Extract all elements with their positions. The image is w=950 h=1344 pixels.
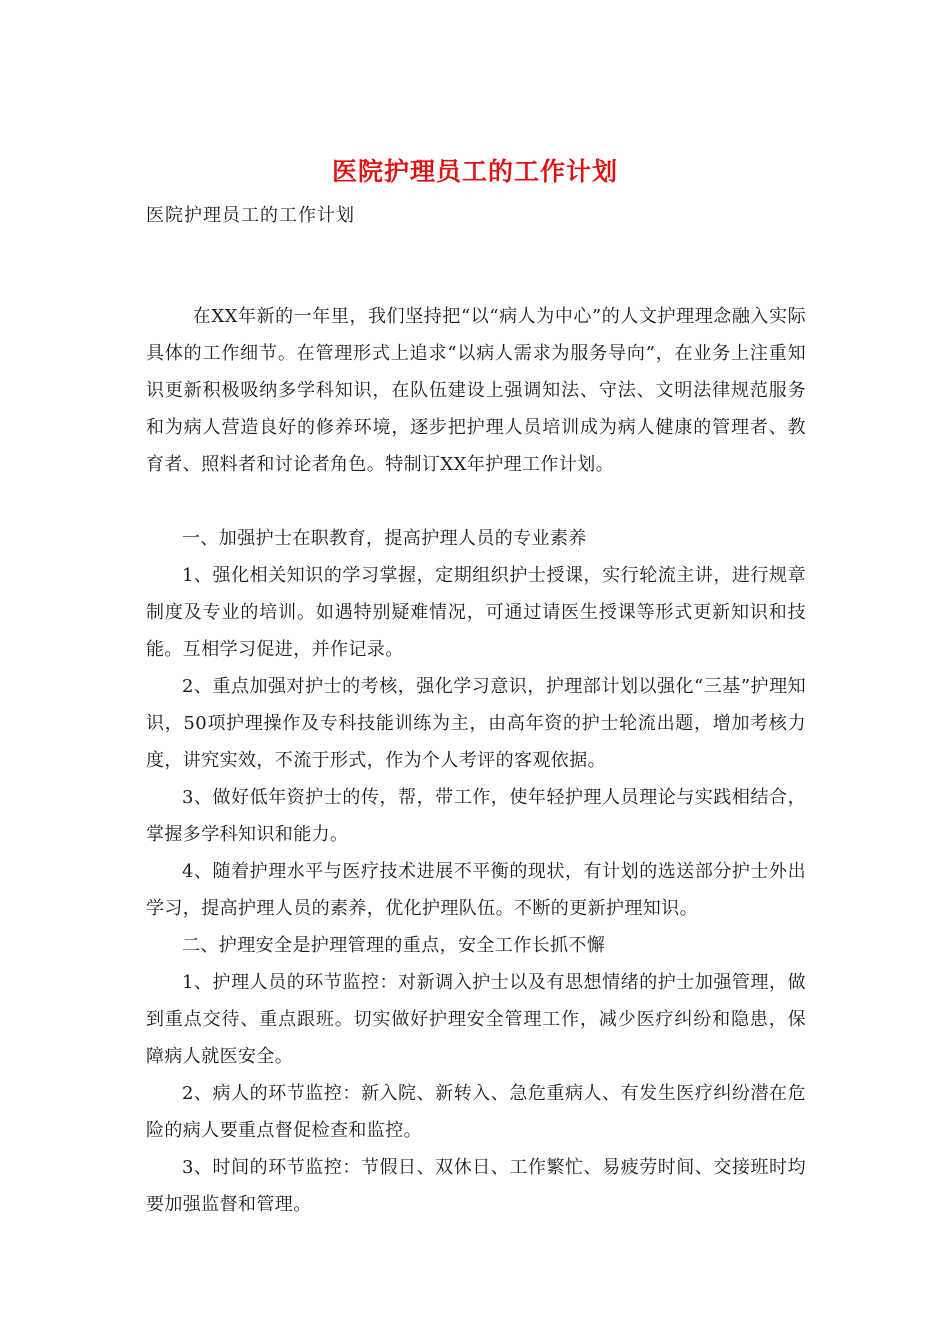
section-item: 3、做好低年资护士的传，帮，带工作，使年轻护理人员理论与实践相结合，掌握多学科知识和能力。 bbox=[146, 787, 806, 845]
section-item: 2、病人的环节监控：新入院、新转入、急危重病人、有发生医疗纠纷潜在危险的病人要重点督促检查和监控。 bbox=[146, 1083, 806, 1141]
section-item: 1、护理人员的环节监控：对新调入护士以及有思想情绪的护士加强管理，做到重点交待、重点跟班。切实做好护理安全管理工作，减少医疗纠纷和隐患，保障病人就医安全。 bbox=[146, 972, 806, 1067]
page-subtitle: 医院护理员工的工作计划 bbox=[146, 205, 355, 226]
document-body bbox=[146, 298, 806, 1223]
section-item: 3、时间的环节监控：节假日、双休日、工作繁忙、易疲劳时间、交接班时均要加强监督和管理。 bbox=[146, 1157, 806, 1215]
intro-paragraph: 在XX年新的一年里，我们坚持把“以“病人为中心”的人文护理理念融入实际具体的工作细节。在管理形式上追求“以病人需求为服务导向”，在业务上注重知识更新积极吸纳多学科知识，在队伍建设上强调知法、守法、文明法律规范服务和为病人营造良好的修养环境，逐步把护理人员培训成为病人健康的管理者、教育者、照料者和讨论者角色。特制订XX年护理工作计划。 bbox=[146, 306, 806, 475]
page-title: 医院护理员工的工作计划 bbox=[331, 157, 618, 186]
section-heading: 一、加强护士在职教育，提高护理人员的专业素养 bbox=[182, 528, 587, 549]
section-item: 4、随着护理水平与医疗技术进展不平衡的现状，有计划的选送部分护士外出学习，提高护理人员的素养，优化护理队伍。不断的更新护理知识。 bbox=[146, 861, 806, 919]
section-item: 2、重点加强对护士的考核，强化学习意识，护理部计划以强化“三基”护理知识，50项护理操作及专科技能训练为主，由高年资的护士轮流出题，增加考核力度，讲究实效，不流于形式，作为个人考评的客观依据。 bbox=[146, 676, 806, 771]
paragraph-gap bbox=[146, 483, 806, 520]
section-item: 1、强化相关知识的学习掌握，定期组织护士授课，实行轮流主讲，进行规章制度及专业的培训。如遇特别疑难情况，可通过请医生授课等形式更新知识和技能。互相学习促进，并作记录。 bbox=[146, 565, 806, 660]
section-heading: 二、护理安全是护理管理的重点，安全工作长抓不懈 bbox=[182, 935, 606, 956]
